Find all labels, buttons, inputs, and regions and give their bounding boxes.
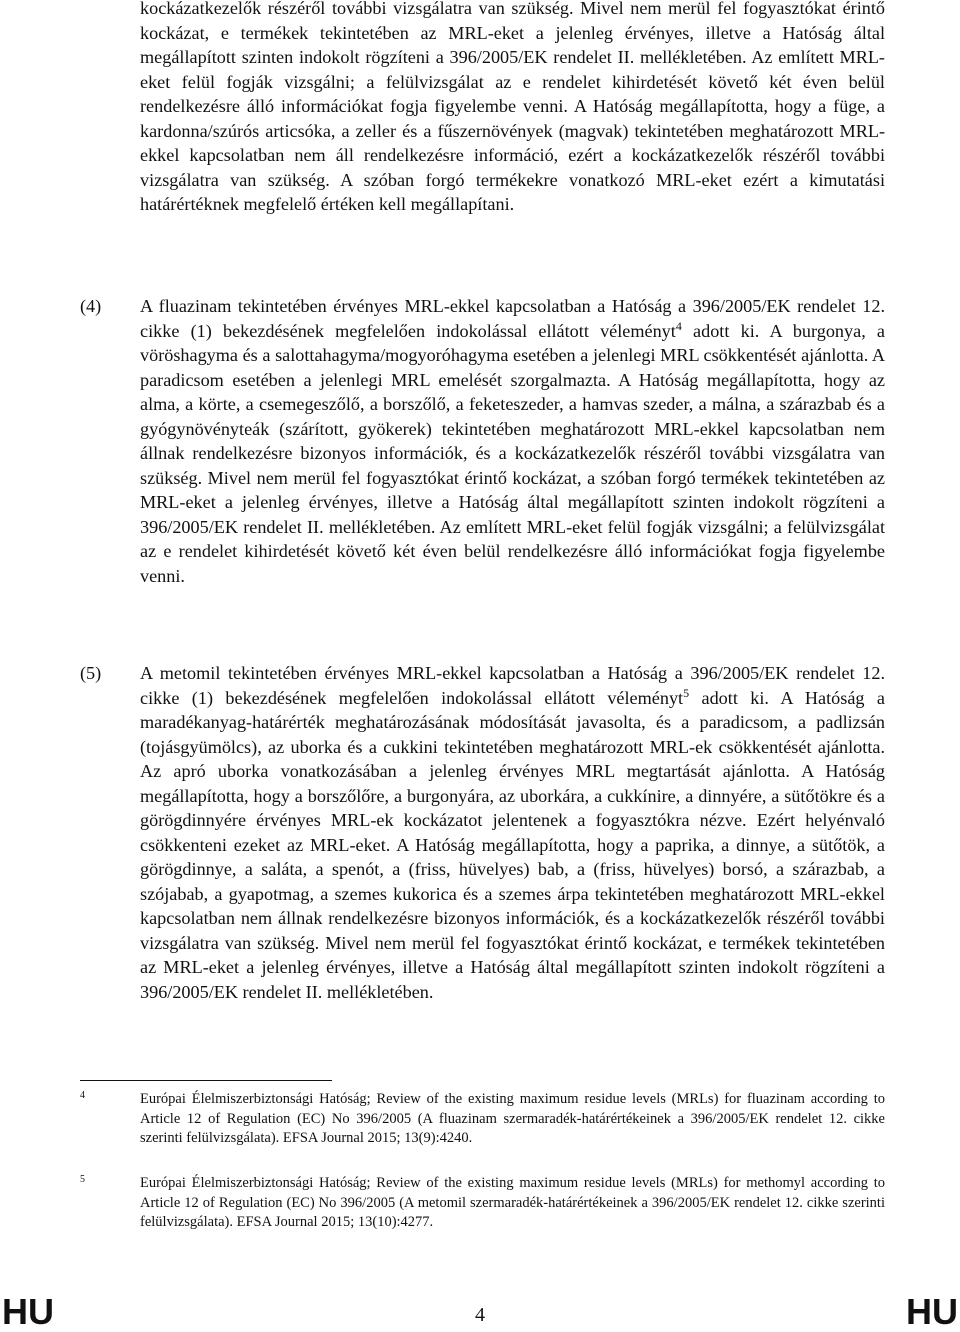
footnote-text: Európai Élelmiszerbiztonsági Hatóság; Review of the existing maximum residue levels (MRLs) for methomyl according to Article 12 of Regulation (EC) No 396/2005 (A metomil szermaradék-határértékeinek a 396/2005/EK rendelet 12. cikke szerinti felülvizsgálata). EFSA Journal 2015; 13(10):4277. [140, 1175, 885, 1230]
footnote-separator [80, 1080, 332, 1081]
recital-number: (4) [80, 296, 102, 316]
recital-text-part2: adott ki. A burgonya, a vöröshagyma és a salottahagyma/mogyoróhagyma esetében a jelenlegi MRL csökkentését ajánlotta. A paradicsom esetében a jelenlegi MRL emelését szorgalmazta. A Hatóság megállapította, hogy az alma, a körte, a csemegeszőlő, a borszőlő, a feketeszeder, a hamvas szeder, a málna, a szárazbab és a gyógynövényteák (szárított, gyökerek) tekintetében meghatározott MRL-ekkel kapcsolatban nem állnak rendelkezésre bizonyos információk, és a kockázatkezelők részéről további vizsgálatra van szükség. Mivel nem merül fel fogyasztókat érintő kockázat, a szóban forgó termékek tekintetében az MRL-eket a jelenleg érvényes, illetve a Hatóság által megállapított szinten indokolt rögzíteni a 396/2005/EK rendelet II. mellékletében. Az említett MRL-eket felül fogják vizsgálni; a felülvizsgálat az e rendelet kihirdetését követő két éven belül rendelkezésre álló információkat fogja figyelembe venni. [140, 320, 886, 586]
recital-text-part1: A fluazinam tekintetében érvényes MRL-ekkel kapcsolatban a Hatóság a 396/2005/EK rendelet 12. cikke (1) bekezdésének megfelelően indokolással ellátott véleményt [140, 296, 885, 341]
recital-4 [80, 294, 885, 588]
intro-paragraph: kockázatkezelők részéről további vizsgálatra van szükség. Mivel nem merül fel fogyasztókat érintő kockázat, e termékek tekintetében az MRL-eket a jelenleg érvényes, illetve a Hatóság által megállapított szinten indokolt rögzíteni a 396/2005/EK rendelet II. mellékletében. Az említett MRL-eket felül fogják vizsgálni; a felülvizsgálat az e rendelet kihirdetését követő két éven belül rendelkezésre álló információkat fogja figyelembe venni. A Hatóság megállapította, hogy a füge, a kardonna/szúrós articsóka, a zeller és a fűszernövények (magvak) tekintetében meghatározott MRL-ekkel kapcsolatban nem áll rendelkezésre információ, ezért a kockázatkezelők részéről további vizsgálatra van szükség. A szóban forgó termékekre vonatkozó MRL-eket ezért a kimutatási határértéknek megfelelő értéken kell megállapítani. [140, 0, 885, 214]
footnote-4 [80, 1090, 885, 1149]
recital-5 [80, 661, 885, 1004]
recital-text-part2: adott ki. A Hatóság a maradékanyag-határérték meghatározásának módosítását javasolta, és a paradicsom, a padlizsán (tojásgyümölcs), az uborka és a cukkini tekintetében meghatározott MRL-ek csökkentését ajánlotta. Az apró uborka vonatkozásában a jelenleg érvényes MRL megtartását ajánlotta. A Hatóság megállapította, hogy a borszőlőre, a burgonyára, az uborkára, a cukkínire, a dinnyére, a sütőtökre és a görögdinnyére érvényes MRL-ek kockázatot jelentenek a fogyasztókra nézve. Ezért helyénvaló csökkenteni ezeket az MRL-eket. A Hatóság megállapította, hogy a paprika, a dinnye, a sütőtök, a görögdinnye, a saláta, a spenót, a (friss, hüvelyes) bab, a (friss, hüvelyes) borsó, a szárazbab, a szójabab, a gyapotmag, a szemes kukorica és a szemes árpa tekintetében meghatározott MRL-ekkel kapcsolatban nem állnak rendelkezésre bizonyos információk, és a kockázatkezelők részéről további vizsgálatra van szükség. Mivel nem merül fel fogyasztókat érintő kockázat, e termékek tekintetében az MRL-eket a jelenleg érvényes, illetve a Hatóság által megállapított szinten indokolt rögzíteni a 396/2005/EK rendelet II. mellékletében. [140, 687, 885, 1002]
footnote-number: 5 [80, 1174, 85, 1185]
footnote-ref[interactable]: 5 [683, 685, 690, 700]
footnote-text: Európai Élelmiszerbiztonsági Hatóság; Review of the existing maximum residue levels (MRLs) for fluazinam according to Article 12 of Regulation (EC) No 396/2005 (A fluazinam szermaradék-határértékeinek a 396/2005/EK rendelet 12. cikke szerinti felülvizsgálata). EFSA Journal 2015; 13(9):4240. [140, 1091, 885, 1146]
page-number: 4 [475, 1304, 485, 1326]
recital-text-part1: A metomil tekintetében érvényes MRL-ekkel kapcsolatban a Hatóság a 396/2005/EK rendelet 12. cikke (1) bekezdésének megfelelően indokolással ellátott véleményt [140, 663, 885, 708]
language-code-right: HU [906, 1291, 958, 1332]
footnote-number: 4 [80, 1090, 85, 1101]
footnote-ref[interactable]: 4 [675, 318, 682, 333]
recital-text [140, 294, 885, 588]
recital-text [140, 661, 885, 1004]
language-code-left: HU [2, 1291, 54, 1332]
recital-number: (5) [80, 663, 102, 683]
footnote-5 [80, 1174, 885, 1233]
